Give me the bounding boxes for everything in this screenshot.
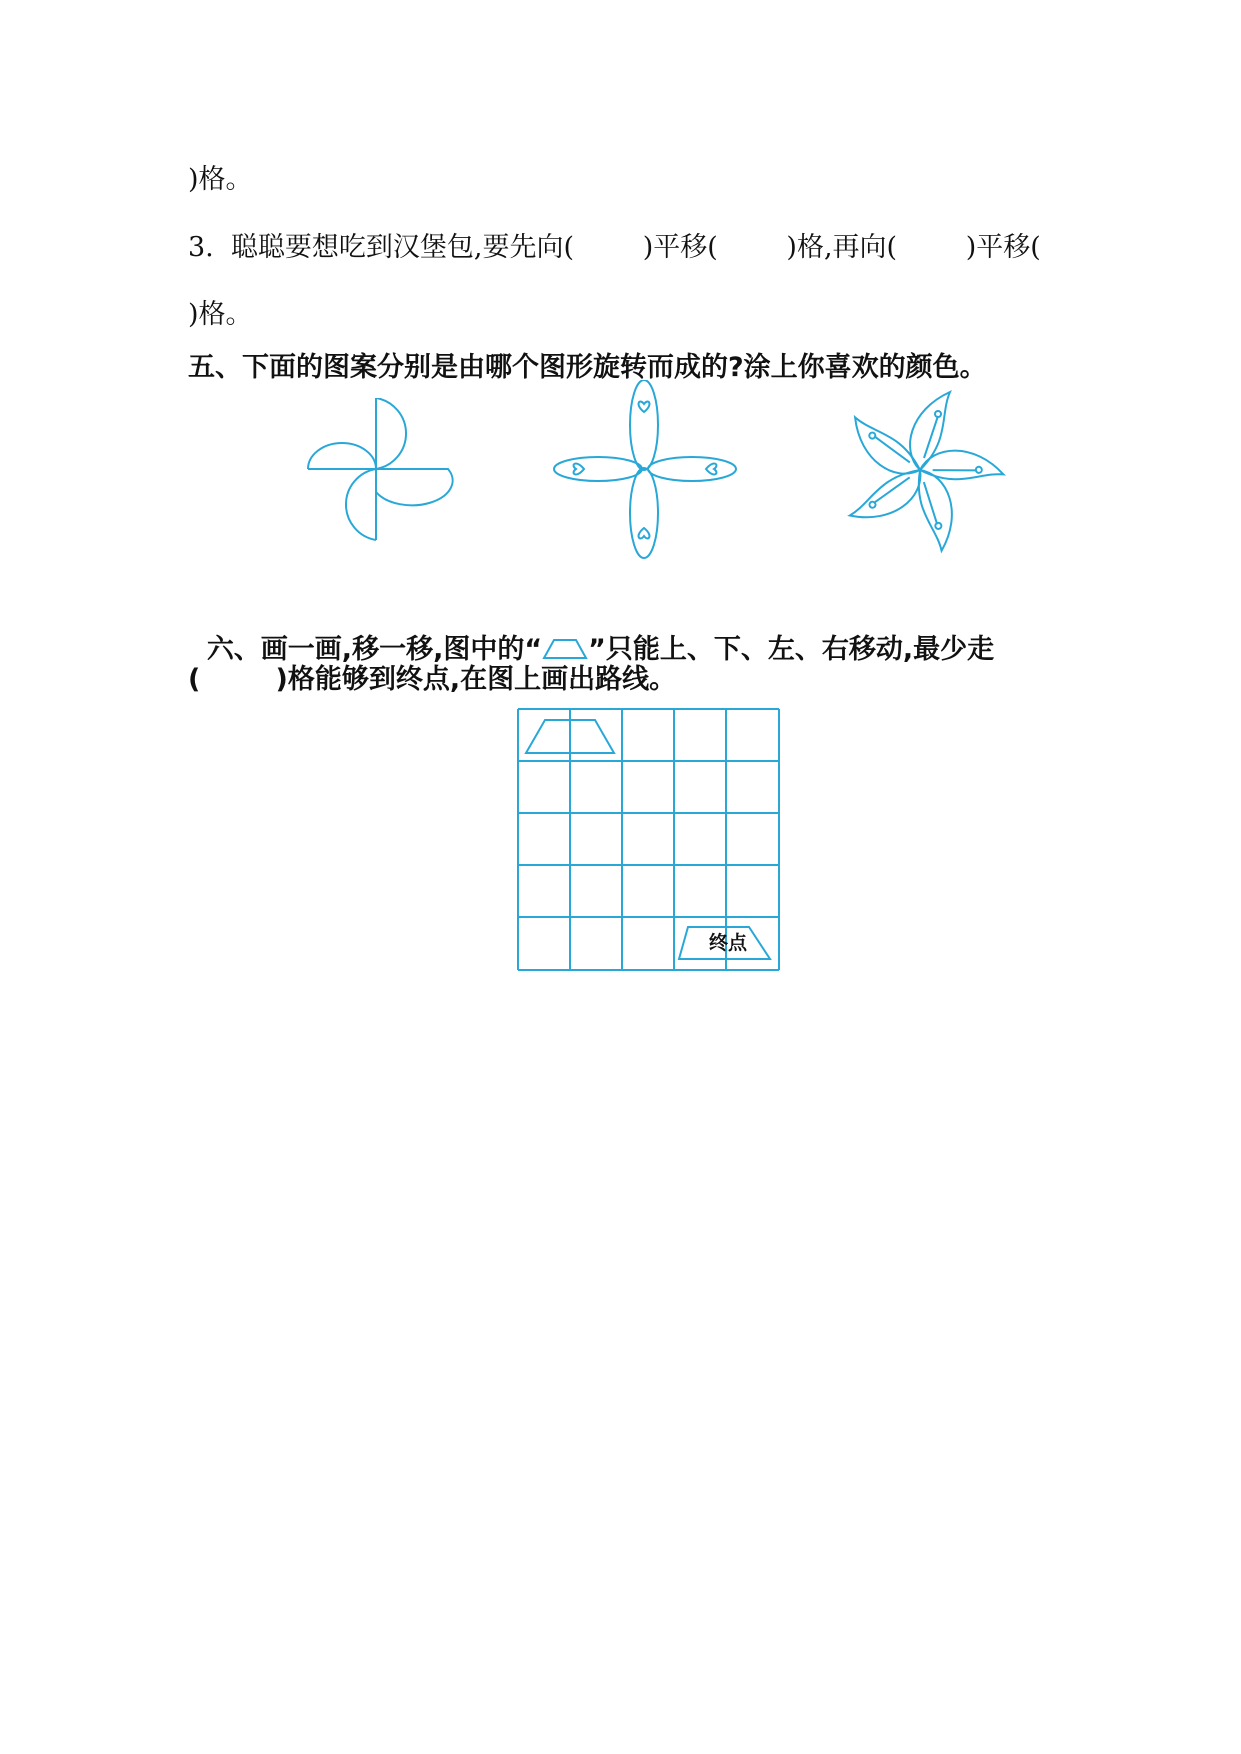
five-petal-flower-figure <box>830 385 1010 555</box>
section-6-text-a: 六、画一画,移一移,图中的“ <box>206 634 543 665</box>
end-label: 终点 <box>708 932 747 954</box>
question-3-tail: )格。 <box>188 299 253 330</box>
section-6-heading <box>188 596 994 668</box>
section-6-heading-line2: ( )格能够到终点,在图上画出路线。 <box>188 664 677 695</box>
trapezoid-icon <box>542 637 588 661</box>
movement-grid <box>517 708 780 971</box>
pinwheel-figure <box>300 398 460 548</box>
section-5-heading: 五、下面的图案分别是由哪个图形旋转而成的?涂上你喜欢的颜色。 <box>188 352 987 383</box>
four-petal-figure <box>550 380 740 560</box>
question-3-text: 3. 聪聪要想吃到汉堡包,要先向( )平移( )格,再向( )平移( <box>188 232 1041 263</box>
question-3-tail-prev: )格。 <box>188 164 253 195</box>
section-6-text-b: ”只能上、下、左、右移动,最少走 <box>588 634 995 665</box>
